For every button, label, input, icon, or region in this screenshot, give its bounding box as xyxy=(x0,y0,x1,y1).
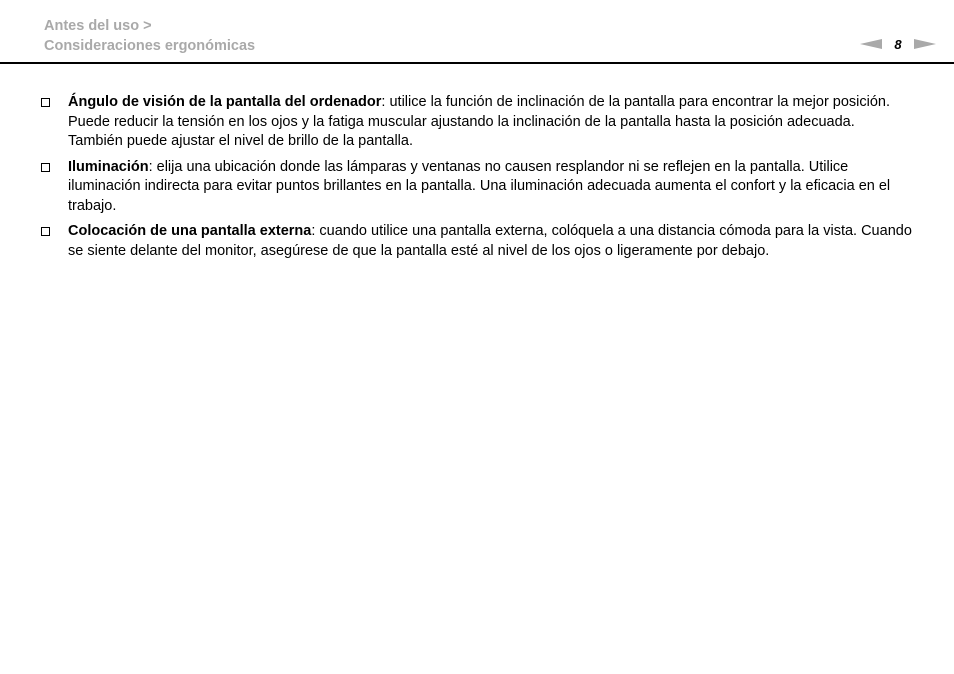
checkbox-bullet-icon xyxy=(41,163,50,172)
breadcrumb xyxy=(44,16,255,56)
page-number: 8 xyxy=(894,37,902,52)
triangle-left-icon[interactable] xyxy=(860,39,882,49)
item-term: Ángulo de visión de la pantalla del ordenador xyxy=(68,94,382,110)
header-divider xyxy=(0,62,954,64)
item-term: Iluminación xyxy=(68,158,149,175)
item-term: Colocación de una pantalla externa xyxy=(68,223,312,239)
page-navigator xyxy=(860,36,936,54)
checkbox-bullet-icon xyxy=(41,98,50,107)
list-item xyxy=(40,158,912,217)
breadcrumb-current: Consideraciones ergonómicas xyxy=(44,38,256,54)
list-item xyxy=(40,93,912,152)
checkbox-bullet-icon xyxy=(41,227,50,236)
item-text: : cuando utilice una pantalla externa, colóquela a una distancia cómoda para la vista. Cuando se siente delante del monitor, asegúrese de que la pantalla esté al nivel de los ojos o ligeramente por debajo. xyxy=(68,223,912,259)
list-item xyxy=(40,222,912,261)
item-text: : utilice la función de inclinación de la pantalla para encontrar la mejor posición. Puede reducir la tensión en los ojos y la fatiga muscular ajustando la inclinación de la pantalla hasta la posición adecuada. También puede ajustar el nivel de brillo de la pantalla. xyxy=(68,94,891,149)
triangle-right-icon[interactable] xyxy=(914,39,936,49)
page-header xyxy=(0,0,954,64)
item-text: : elija una ubicación donde las lámparas y ventanas no causen resplandor ni se reflejen en la pantalla. Utilice iluminación indirecta para evitar puntos brillantes en la pantalla. Una iluminación adecuada aumenta el confort y la eficacia en el trabajo. xyxy=(68,158,891,214)
main-content xyxy=(40,93,912,267)
breadcrumb-parent[interactable]: Antes del uso > xyxy=(44,18,152,34)
